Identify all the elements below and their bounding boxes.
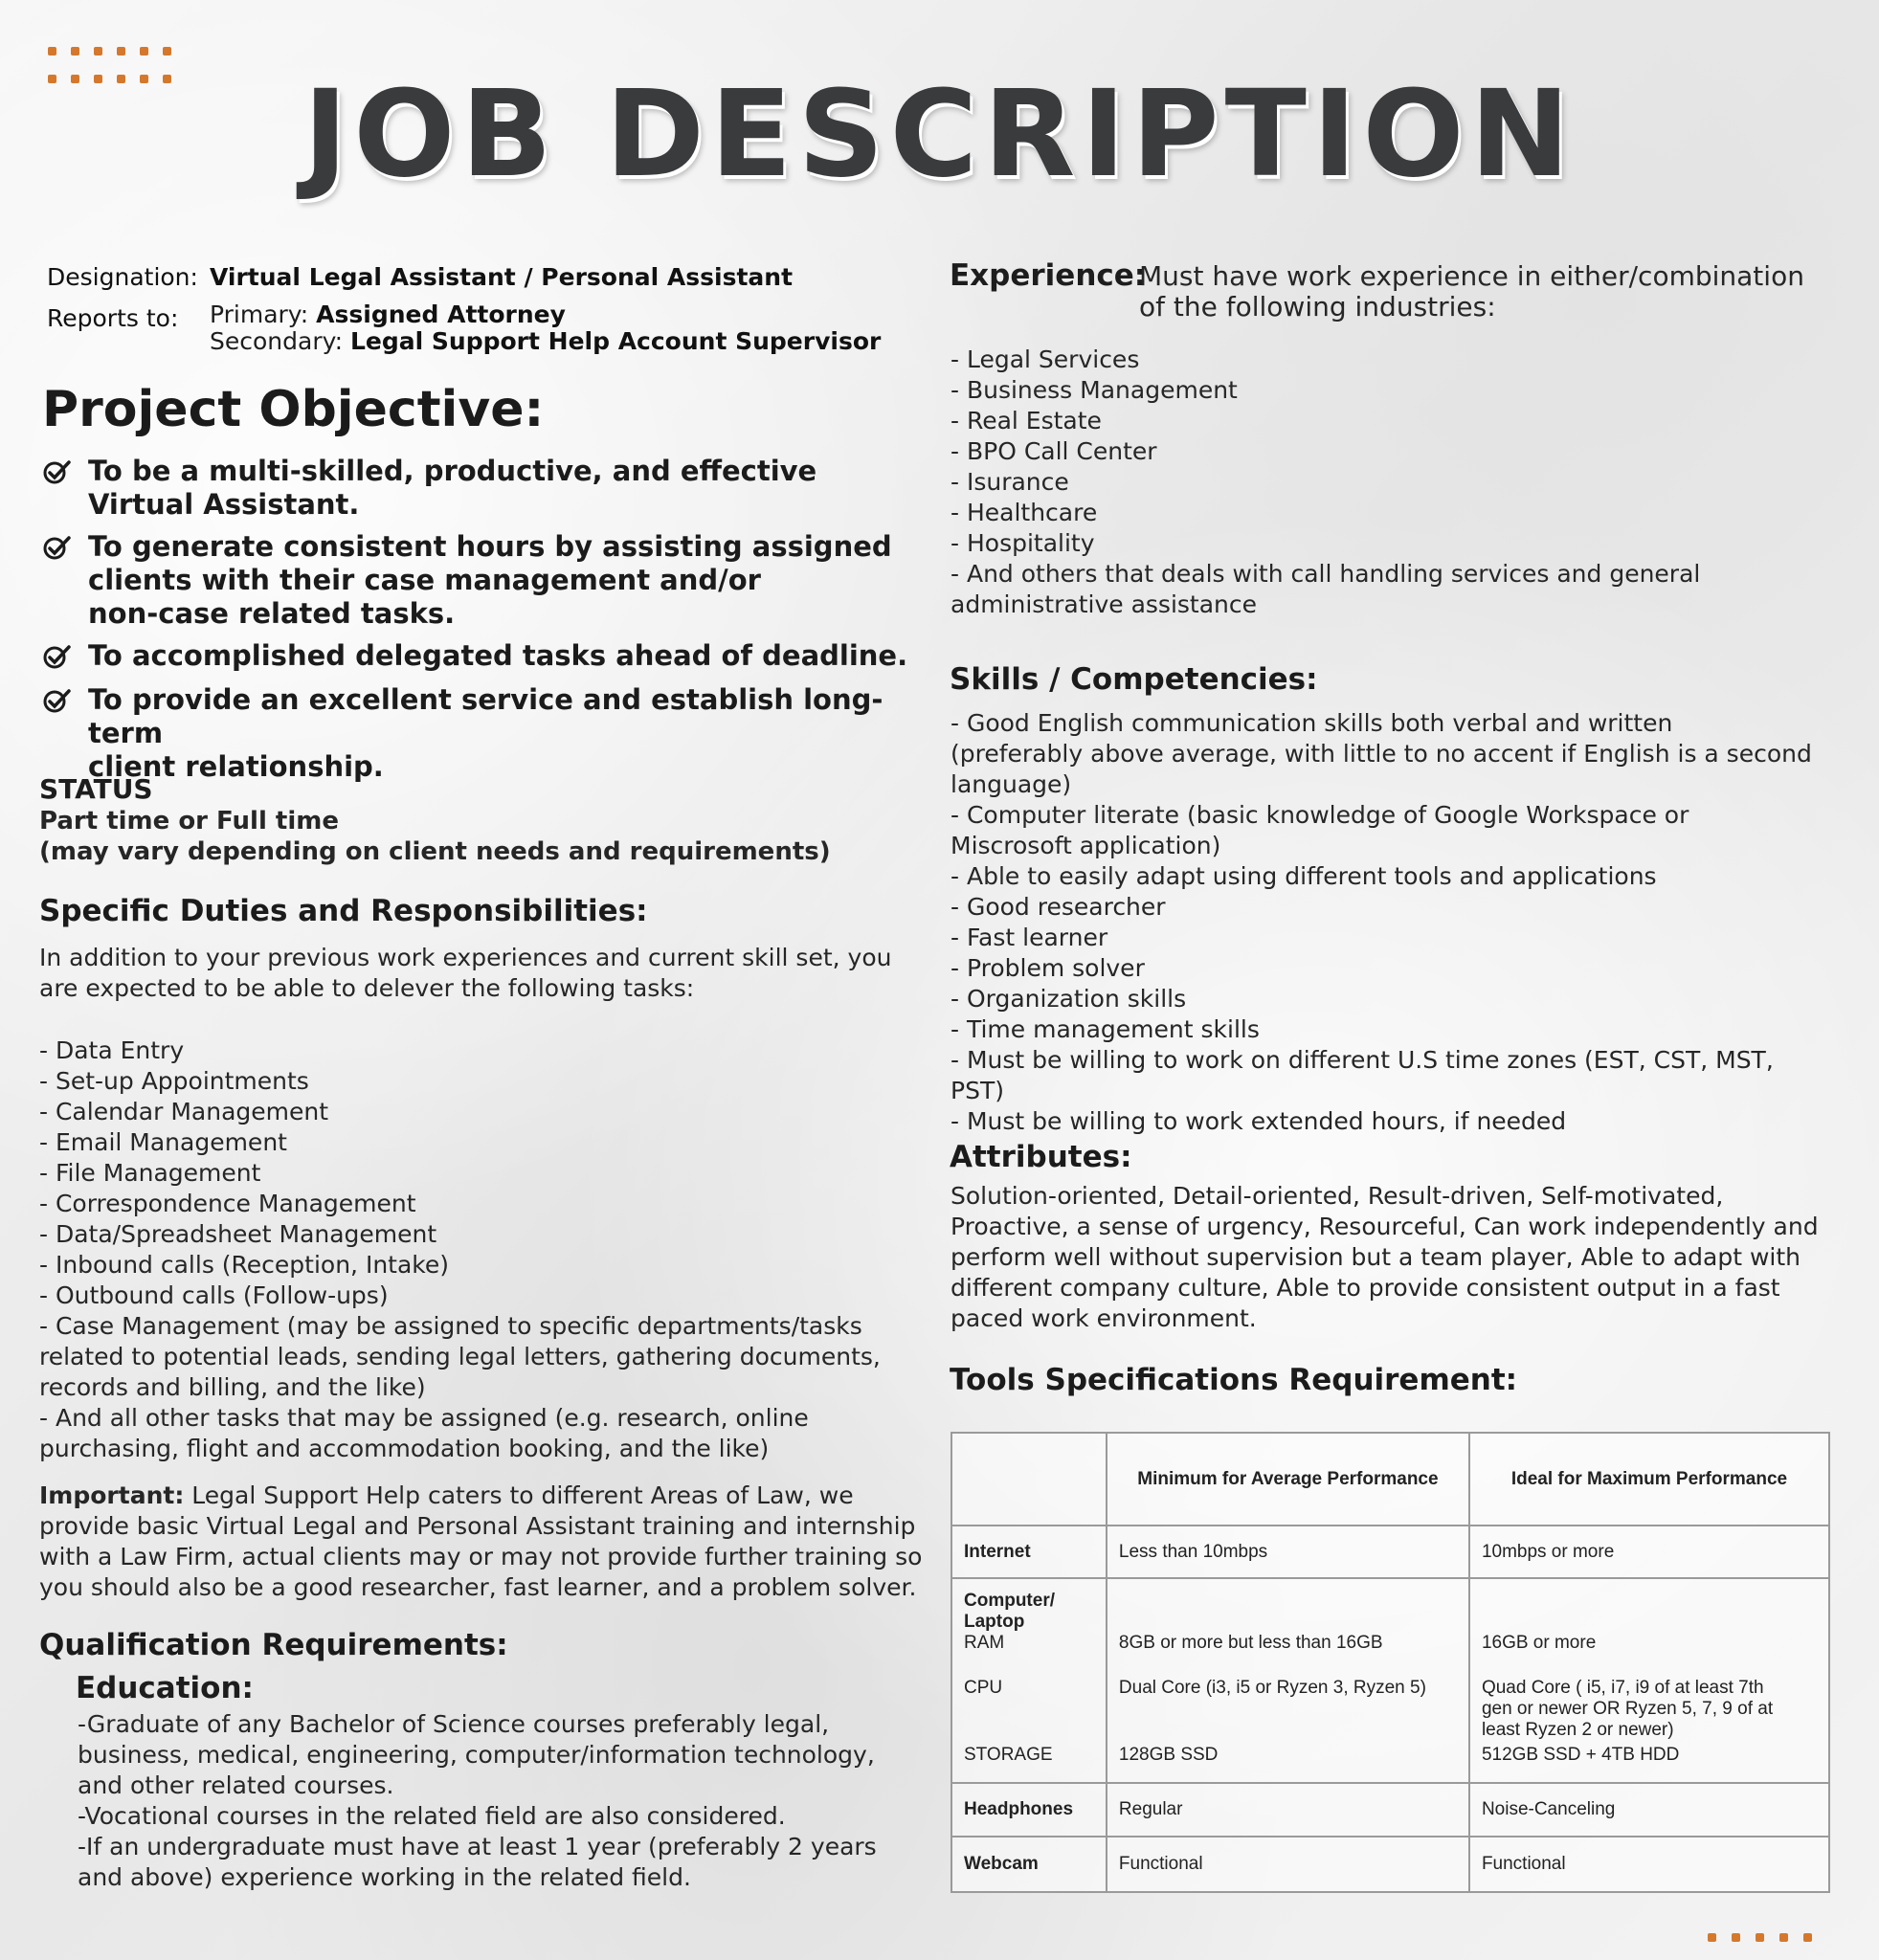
check-icon	[42, 455, 88, 522]
important-text: Legal Support Help caters to different Areas of Law, we provide basic Virtual Legal and Personal Assistant training and internship with a Law Firm, actual clients may or may not provide further training so you should also be a good researcher, fast learner, and a problem solver.	[39, 1481, 923, 1601]
education-item: -Vocational courses in the related field are also considered.	[78, 1802, 786, 1830]
secondary-value: Legal Support Help Account Supervisor	[349, 327, 882, 355]
list-item: - Legal Services	[951, 345, 1831, 375]
list-item: - Data/Spreadsheet Management	[39, 1219, 939, 1250]
table-cell: 8GB or more but less than 16GB	[1118, 1633, 1383, 1653]
list-item: - Healthcare	[951, 498, 1831, 528]
table-cell: Functional	[1469, 1837, 1829, 1892]
table-cell: Regular	[1107, 1783, 1469, 1837]
designation-value: Virtual Legal Assistant / Personal Assistant	[210, 263, 794, 291]
objective-item	[42, 639, 932, 674]
list-item: - Real Estate	[951, 406, 1831, 436]
list-item: - Able to easily adapt using different tools and applications	[951, 861, 1831, 892]
experience-text: Must have work experience in either/combination of the following industries:	[1139, 260, 1804, 323]
tools-heading: Tools Specifications Requirement:	[950, 1363, 1518, 1397]
primary-label: Primary:	[210, 301, 309, 328]
objective-item	[42, 455, 932, 522]
qualification-heading: Qualification Requirements:	[39, 1628, 508, 1662]
reports-to-label: Reports to:	[47, 304, 179, 332]
list-item: - Inbound calls (Reception, Intake)	[39, 1250, 939, 1281]
list-item: - Case Management (may be assigned to specific departments/tasks related to potential leads, sending legal letters, gathering documents, records and billing, and the like)	[39, 1311, 939, 1403]
row-header: Headphones	[951, 1783, 1107, 1837]
important-note	[39, 1481, 939, 1603]
list-item: - Data Entry	[39, 1036, 939, 1066]
list-item: - Must be willing to work extended hours, if needed	[951, 1106, 1831, 1137]
column-header: Minimum for Average Performance	[1107, 1433, 1469, 1526]
cpu-label: CPU	[964, 1678, 1003, 1698]
status-line-1: Part time or Full time	[39, 807, 339, 835]
objective-text: To be a multi-skilled, productive, and effective Virtual Assistant.	[88, 455, 817, 521]
list-item: - Good English communication skills both verbal and written (preferably above average, with little to no accent if English is a second language)	[951, 708, 1831, 800]
table-header-row	[951, 1433, 1829, 1526]
status-line-2: (may vary depending on client needs and requirements)	[39, 837, 831, 866]
list-item: - And all other tasks that may be assigned (e.g. research, online purchasing, flight and accommodation booking, and the like)	[39, 1403, 939, 1464]
row-header: Computer/ Laptop	[964, 1591, 1055, 1632]
list-item: - And others that deals with call handling services and general administrative assistance	[951, 559, 1831, 620]
table-row	[951, 1526, 1829, 1578]
attributes-text: Solution-oriented, Detail-oriented, Result-driven, Self-motivated, Proactive, a sense of urgency, Resourceful, Can work independently and perform well without supervision but a team player, Able to adapt with different company culture, Able to provide consistent output in a fast paced work environment.	[951, 1182, 1819, 1332]
objective-item	[42, 683, 932, 784]
table-cell: Dual Core (i3, i5 or Ryzen 3, Ryzen 5)	[1118, 1678, 1426, 1698]
row-header-computer	[951, 1578, 1107, 1783]
page-title: JOB DESCRIPTION	[302, 65, 1577, 204]
education-item: -If an undergraduate must have at least 1 year (preferably 2 years and above) experience working in the related field.	[78, 1833, 877, 1891]
list-item: - Fast learner	[951, 923, 1831, 953]
list-item: - Must be willing to work on different U.S time zones (EST, CST, MST, PST)	[951, 1045, 1831, 1106]
education-list	[78, 1709, 958, 1893]
tools-table	[951, 1432, 1830, 1893]
objective-item	[42, 530, 932, 631]
check-icon	[42, 683, 88, 784]
table-cell: 128GB SSD	[1118, 1745, 1219, 1765]
education-item: -Graduate of any Bachelor of Science courses preferably legal, business, medical, engineering, computer/information technology, and other related courses.	[78, 1710, 875, 1799]
storage-label: STORAGE	[964, 1745, 1053, 1765]
duties-list	[39, 1036, 939, 1464]
designation-label: Designation:	[47, 263, 198, 291]
experience-list	[951, 345, 1831, 620]
table-row	[951, 1783, 1829, 1837]
skills-list	[951, 708, 1831, 1137]
attributes-heading: Attributes:	[950, 1140, 1132, 1174]
skills-heading: Skills / Competencies:	[950, 662, 1318, 697]
list-item: - File Management	[39, 1158, 939, 1189]
table-row	[951, 1837, 1829, 1892]
table-row	[951, 1578, 1829, 1783]
secondary-label: Secondary:	[210, 327, 344, 355]
list-item: - Organization skills	[951, 984, 1831, 1014]
table-cell: Less than 10mbps	[1107, 1526, 1469, 1578]
computer-ideal-cell	[1469, 1578, 1829, 1783]
status-heading: STATUS	[39, 773, 153, 805]
table-cell: Functional	[1107, 1837, 1469, 1892]
reports-to-secondary	[210, 328, 881, 355]
primary-value: Assigned Attorney	[316, 301, 566, 328]
row-header: Webcam	[951, 1837, 1107, 1892]
objective-text: To provide an excellent service and establish long-term client relationship.	[88, 683, 884, 783]
ram-label: RAM	[964, 1633, 1005, 1653]
duties-heading: Specific Duties and Responsibilities:	[39, 894, 648, 928]
list-item: - Set-up Appointments	[39, 1066, 939, 1097]
list-item: - Outbound calls (Follow-ups)	[39, 1281, 939, 1311]
list-item: - Computer literate (basic knowledge of Google Workspace or Miscrosoft application)	[951, 800, 1831, 861]
computer-min-cell	[1107, 1578, 1469, 1783]
table-cell: Quad Core ( i5, i7, i9 of at least 7th gen or newer OR Ryzen 5, 7, 9 of at least Ryzen 2 or newer)	[1481, 1678, 1774, 1740]
important-label: Important:	[39, 1481, 185, 1509]
objective-text: To generate consistent hours by assisting assigned clients with their case management and/or non-case related tasks.	[88, 530, 892, 630]
list-item: - Business Management	[951, 375, 1831, 406]
list-item: - Problem solver	[951, 953, 1831, 984]
duties-intro: In addition to your previous work experiences and current skill set, you are expected to be able to delever the following tasks:	[39, 944, 892, 1002]
list-item: - Isurance	[951, 467, 1831, 498]
decorative-dots-bottom-right	[1708, 1933, 1813, 1942]
list-item: - Time management skills	[951, 1014, 1831, 1045]
column-header	[951, 1433, 1107, 1526]
table-cell: Noise-Canceling	[1469, 1783, 1829, 1837]
list-item: - Hospitality	[951, 528, 1831, 559]
row-header: Internet	[951, 1526, 1107, 1578]
list-item: - Good researcher	[951, 892, 1831, 923]
check-icon	[42, 639, 88, 674]
list-item: - Correspondence Management	[39, 1189, 939, 1219]
list-item: - Email Management	[39, 1127, 939, 1158]
column-header: Ideal for Maximum Performance	[1469, 1433, 1829, 1526]
objective-text: To accomplished delegated tasks ahead of deadline.	[88, 639, 908, 672]
list-item: - BPO Call Center	[951, 436, 1831, 467]
check-icon	[42, 530, 88, 631]
table-cell: 16GB or more	[1481, 1633, 1597, 1653]
project-objective-heading: Project Objective:	[42, 381, 545, 438]
table-cell: 10mbps or more	[1469, 1526, 1829, 1578]
education-heading: Education:	[76, 1671, 254, 1705]
reports-to-primary	[210, 301, 566, 328]
list-item: - Calendar Management	[39, 1097, 939, 1127]
table-cell: 512GB SSD + 4TB HDD	[1481, 1745, 1680, 1765]
experience-label: Experience:	[950, 258, 1147, 293]
